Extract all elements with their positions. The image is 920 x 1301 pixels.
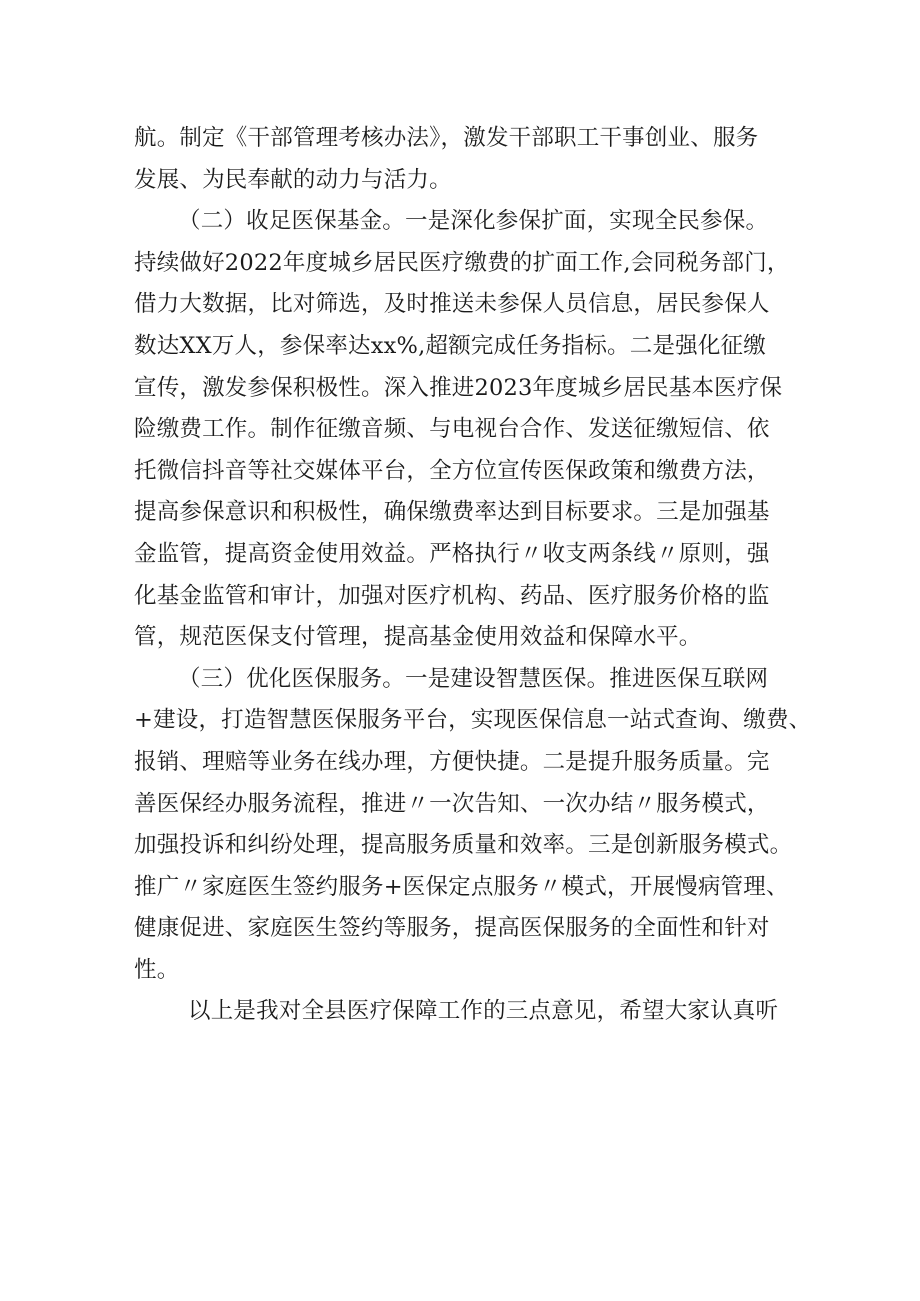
- text-line: 报销、理赔等业务在线办理，方便快捷。二是提升服务质量。完: [134, 748, 770, 775]
- text-line: 金监管，提高资金使用效益。严格执行〃收支两条线〃原则，强: [134, 540, 770, 567]
- text-line: 化基金监管和审计，加强对医疗机构、药品、医疗服务价格的监: [134, 582, 770, 609]
- text-line: 宣传，激发参保积极性。深入推进2023年度城乡居民基本医疗保: [134, 374, 783, 401]
- text-line: 持续做好2022年度城乡居民医疗缴费的扩面工作,会同税务部门，: [134, 249, 790, 276]
- text-line: +建设，打造智慧医保服务平台，实现医保信息一站式查询、缴费、: [134, 707, 812, 734]
- section-heading-line: （二）收足医保基金。一是深化参保扩面，实现全民参保。: [178, 208, 769, 235]
- text-line: 健康促进、家庭医生签约等服务，提高医保服务的全面性和针对: [134, 915, 770, 942]
- text-line: 航。制定《干部管理考核办法》，激发干部职工干事创业、服务: [134, 125, 759, 151]
- document-body: [134, 118, 812, 1033]
- section-heading-line: （三）优化医保服务。一是建设智慧医保。推进医保互联网: [178, 665, 769, 692]
- text-line: 善医保经办服务流程，推进〃一次告知、一次办结〃服务模式，: [134, 790, 770, 817]
- text-line: 借力大数据，比对筛选，及时推送未参保人员信息，居民参保人: [134, 291, 770, 318]
- text-line: 性。: [134, 956, 180, 983]
- text-line: 推广〃家庭医生签约服务+医保定点服务〃模式，开展慢病管理、: [134, 873, 789, 900]
- text-line: 数达XX万人，参保率达xx%,超额完成任务指标。二是强化征缴: [134, 332, 766, 359]
- text-line: 发展、为民奉献的动力与活力。: [134, 166, 452, 193]
- text-line: 险缴费工作。制作征缴音频、与电视台合作、发送征缴短信、依: [134, 416, 770, 443]
- closing-paragraph-line: 以上是我对全县医疗保障工作的三点意见，希望大家认真听: [188, 998, 779, 1025]
- text-line: 提高参保意识和积极性，确保缴费率达到目标要求。三是加强基: [134, 499, 770, 526]
- text-line: 管，规范医保支付管理，提高基金使用效益和保障水平。: [134, 624, 702, 651]
- text-line: 托微信抖音等社交媒体平台，全方位宣传医保政策和缴费方法，: [134, 457, 770, 484]
- text-line: 加强投诉和纠纷处理，提高服务质量和效率。三是创新服务模式。: [134, 832, 793, 859]
